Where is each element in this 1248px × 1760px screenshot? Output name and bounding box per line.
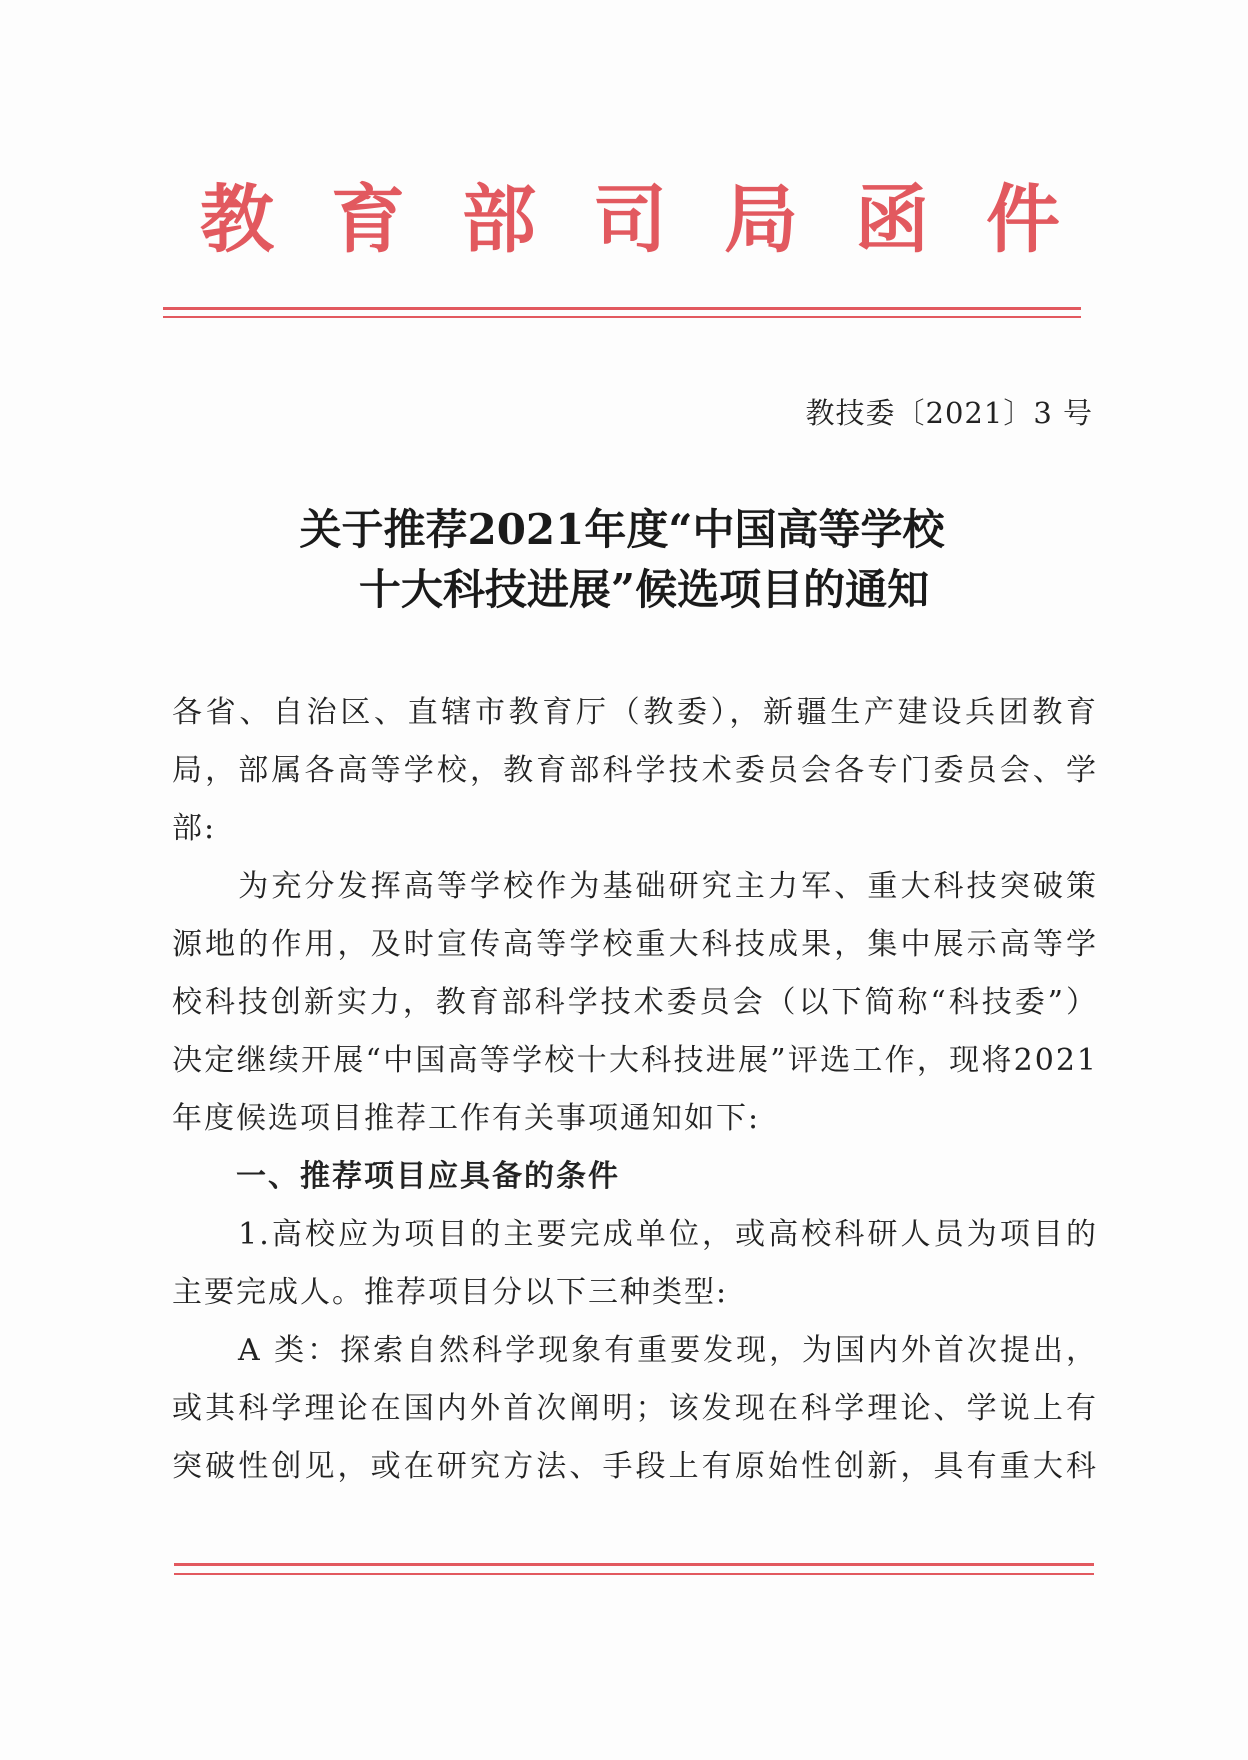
masthead-divider-thin (163, 316, 1081, 318)
body-line: 决定继续开展“中国高等学校十大科技进展”评选工作，现将2021 (172, 1043, 1098, 1078)
body-line: 部: (172, 811, 217, 846)
body-line: 源地的作用，及时宣传高等学校重大科技成果，集中展示高等学 (172, 927, 1098, 962)
document-title-line-2: 十大科技进展”候选项目的通知 (358, 565, 930, 614)
footer-divider-thin (174, 1573, 1094, 1575)
body-line: 为充分发挥高等学校作为基础研究主力军、重大科技突破策 (172, 869, 1098, 904)
masthead-char: 育 (331, 177, 405, 263)
body-line: 1.高校应为项目的主要完成单位，或高校科研人员为项目的 (172, 1217, 1098, 1252)
masthead-char: 教 (200, 177, 274, 263)
section-heading: 一、推荐项目应具备的条件 (172, 1159, 620, 1194)
body-line: 各省、自治区、直辖市教育厅（教委），新疆生产建设兵团教育 (172, 695, 1098, 730)
masthead-char: 函 (855, 177, 929, 263)
body-line: 主要完成人。推荐项目分以下三种类型: (172, 1275, 729, 1310)
body-line: 或其科学理论在国内外首次阐明；该发现在科学理论、学说上有 (172, 1391, 1098, 1426)
body-line: 局，部属各高等学校，教育部科学技术委员会各专门委员会、学 (172, 753, 1098, 788)
document-title-line-1: 关于推荐2021年度“中国高等学校 (299, 505, 945, 554)
body-line: A 类：探索自然科学现象有重要发现，为国内外首次提出， (172, 1333, 1098, 1368)
body-line: 突破性创见，或在研究方法、手段上有原始性创新，具有重大科 (172, 1449, 1098, 1484)
body-line: 年度候选项目推荐工作有关事项通知如下: (172, 1101, 761, 1136)
masthead-char: 部 (462, 177, 536, 263)
masthead-char: 局 (724, 177, 798, 263)
masthead-char: 件 (986, 177, 1060, 263)
document-number: 教技委〔2021〕3 号 (805, 396, 1093, 430)
masthead-char: 司 (593, 177, 667, 263)
masthead-title (200, 175, 1060, 265)
body-line: 校科技创新实力，教育部科学技术委员会（以下简称“科技委”） (172, 985, 1098, 1020)
masthead-divider-thick (163, 307, 1081, 310)
footer-divider-thick (174, 1563, 1094, 1566)
